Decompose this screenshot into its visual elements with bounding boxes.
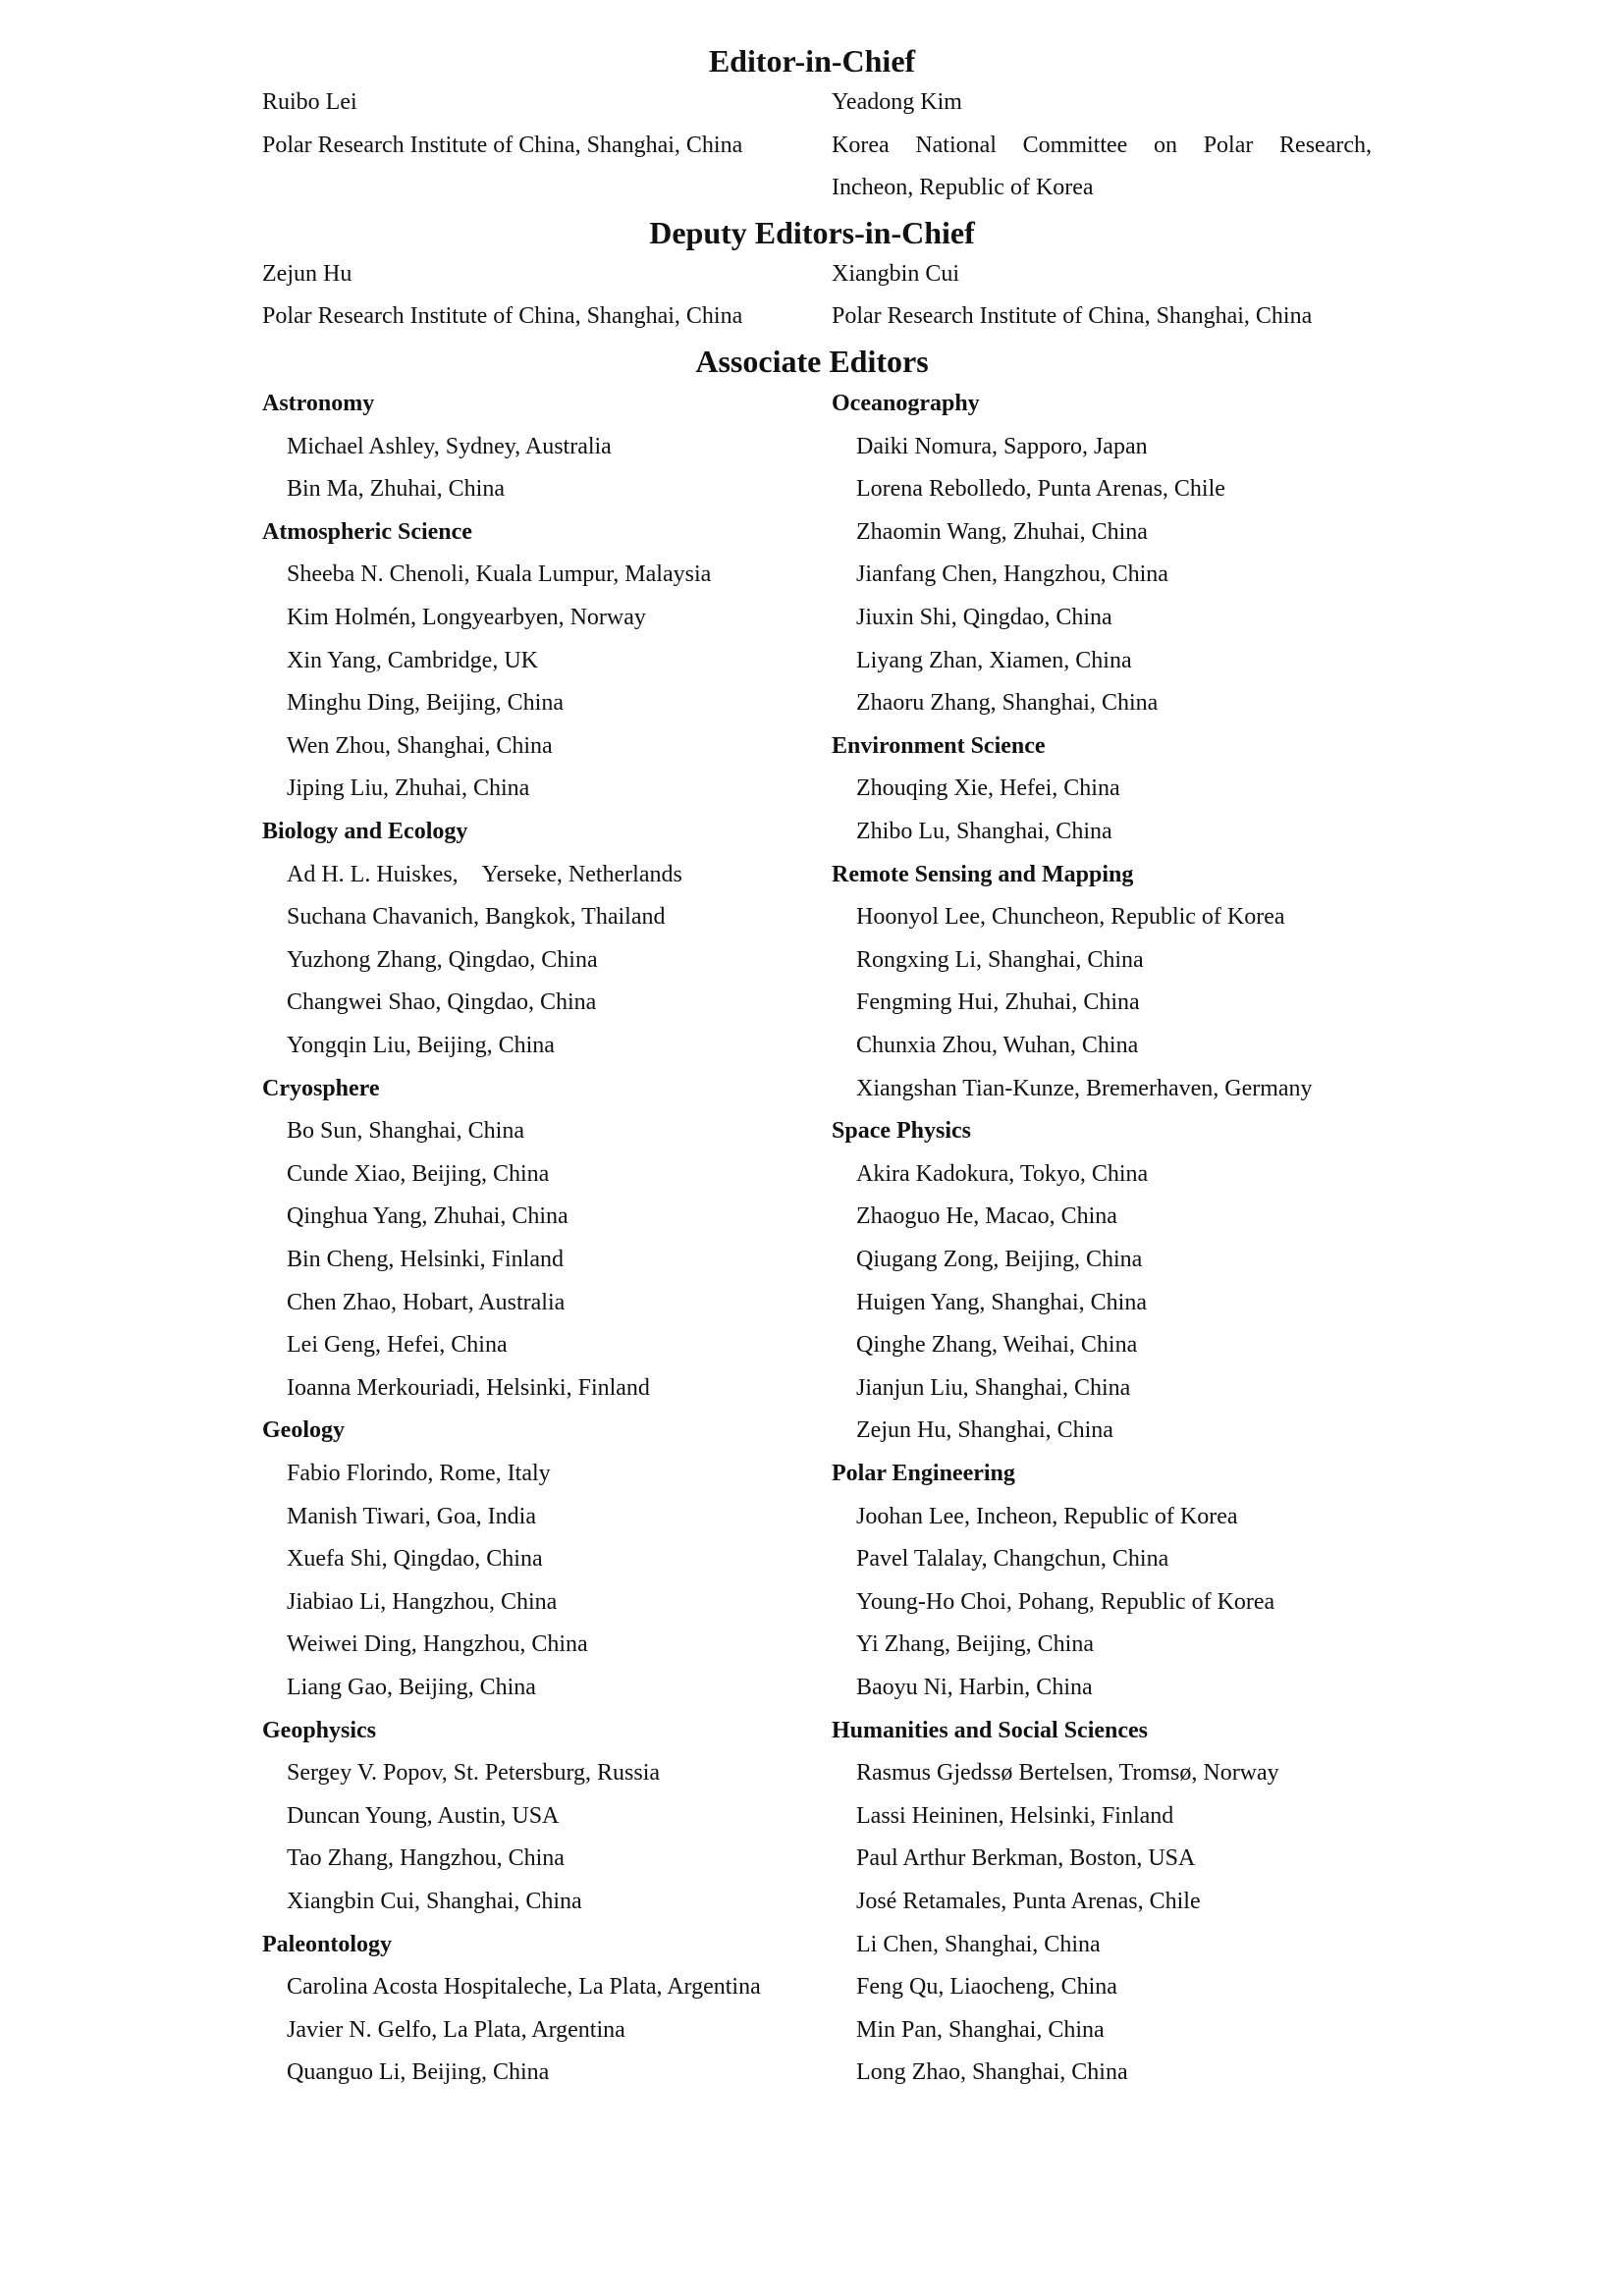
section-heading: Paleontology <box>262 1931 392 1957</box>
editor-entry: Long Zhao, Shanghai, China <box>856 2059 1128 2086</box>
section-heading: Astronomy <box>262 391 375 416</box>
editor-entry: Yi Zhang, Beijing, China <box>856 1631 1094 1658</box>
editor-entry: Ioanna Merkouriadi, Helsinki, Finland <box>287 1374 650 1401</box>
section-heading: Oceanography <box>832 391 980 416</box>
eic-left-affiliation: Polar Research Institute of China, Shanghai, China <box>262 133 743 158</box>
editor-entry: Qinghua Yang, Zhuhai, China <box>287 1203 568 1230</box>
eic-right-affiliation-line2: Incheon, Republic of Korea <box>832 175 1094 200</box>
editor-entry: Qiugang Zong, Beijing, China <box>856 1247 1143 1272</box>
editor-entry: Qinghe Zhang, Weihai, China <box>856 1332 1138 1359</box>
section-heading: Polar Engineering <box>832 1461 1015 1486</box>
editor-entry: Min Pan, Shanghai, China <box>856 2016 1105 2043</box>
editor-entry: Bo Sun, Shanghai, China <box>287 1118 525 1145</box>
editor-entry: Xiangbin Cui, Shanghai, China <box>287 1889 582 1914</box>
editor-entry: Fabio Florindo, Rome, Italy <box>287 1461 551 1486</box>
editor-entry: Yuzhong Zhang, Qingdao, China <box>287 946 598 973</box>
editor-entry: Liang Gao, Beijing, China <box>287 1675 536 1700</box>
editor-entry: Duncan Young, Austin, USA <box>287 1802 560 1829</box>
editor-entry: Hoonyol Lee, Chuncheon, Republic of Korea <box>856 904 1285 931</box>
editor-entry: Kim Holmén, Longyearbyen, Norway <box>287 605 646 630</box>
eic-left-name: Ruibo Lei <box>262 89 357 115</box>
section-heading: Humanities and Social Sciences <box>832 1717 1149 1743</box>
section-heading: Geology <box>262 1417 345 1444</box>
editor-entry: Sergey V. Popov, St. Petersburg, Russia <box>287 1760 661 1787</box>
editor-entry: Jianfang Chen, Hangzhou, China <box>856 561 1168 588</box>
editor-entry: Daiki Nomura, Sapporo, Japan <box>856 433 1148 459</box>
editor-entry: Quanguo Li, Beijing, China <box>287 2059 550 2086</box>
editor-entry: Lei Geng, Hefei, China <box>287 1332 508 1359</box>
editor-entry: Weiwei Ding, Hangzhou, China <box>287 1631 588 1658</box>
editor-entry: Xin Yang, Cambridge, UK <box>287 647 538 673</box>
editor-entry: Jiabiao Li, Hangzhou, China <box>287 1588 558 1615</box>
editor-entry: José Retamales, Punta Arenas, Chile <box>856 1889 1201 1914</box>
editor-entry: Jiping Liu, Zhuhai, China <box>287 775 530 802</box>
editor-entry: Huigen Yang, Shanghai, China <box>856 1289 1147 1315</box>
editor-entry: Zhaoru Zhang, Shanghai, China <box>856 690 1159 717</box>
eic-right-name: Yeadong Kim <box>832 89 962 115</box>
deputy-left-name: Zejun Hu <box>262 261 352 287</box>
section-heading: Space Physics <box>832 1118 972 1145</box>
editor-entry: Zhaomin Wang, Zhuhai, China <box>856 518 1148 545</box>
editor-entry: Minghu Ding, Beijing, China <box>287 690 564 717</box>
editor-entry: Joohan Lee, Incheon, Republic of Korea <box>856 1503 1238 1529</box>
editor-entry: Tao Zhang, Hangzhou, China <box>287 1845 565 1872</box>
editor-entry: Zhaoguo He, Macao, China <box>856 1203 1117 1230</box>
editor-entry: Javier N. Gelfo, La Plata, Argentina <box>287 2016 625 2043</box>
section-heading: Biology and Ecology <box>262 819 468 844</box>
deputy-right-name: Xiangbin Cui <box>832 261 959 287</box>
section-heading: Atmospheric Science <box>262 518 472 545</box>
associate-editors-heading: Associate Editors <box>695 344 929 379</box>
editor-entry: Baoyu Ni, Harbin, China <box>856 1675 1093 1700</box>
deputy-left-affiliation: Polar Research Institute of China, Shanghai, China <box>262 303 743 329</box>
editor-entry: Michael Ashley, Sydney, Australia <box>287 433 612 459</box>
editor-entry: Feng Qu, Liaocheng, China <box>856 1974 1117 2001</box>
editor-entry: Manish Tiwari, Goa, India <box>287 1503 536 1529</box>
editor-entry: Young-Ho Choi, Pohang, Republic of Korea <box>856 1588 1275 1615</box>
section-heading: Remote Sensing and Mapping <box>832 861 1134 887</box>
editor-entry: Paul Arthur Berkman, Boston, USA <box>856 1845 1196 1872</box>
editor-entry: Changwei Shao, Qingdao, China <box>287 989 597 1016</box>
editor-entry: Akira Kadokura, Tokyo, China <box>856 1160 1149 1187</box>
editor-entry: Pavel Talalay, Changchun, China <box>856 1546 1169 1573</box>
editor-entry: Ad H. L. Huiskes, Yerseke, Netherlands <box>287 861 682 887</box>
editor-entry: Chunxia Zhou, Wuhan, China <box>856 1033 1139 1058</box>
editor-entry: Liyang Zhan, Xiamen, China <box>856 647 1132 673</box>
editor-entry: Zhibo Lu, Shanghai, China <box>856 819 1112 844</box>
editor-entry: Zejun Hu, Shanghai, China <box>856 1417 1113 1444</box>
editor-entry: Yongqin Liu, Beijing, China <box>287 1033 555 1058</box>
editor-entry: Bin Cheng, Helsinki, Finland <box>287 1247 564 1272</box>
deputy-right-affiliation: Polar Research Institute of China, Shanghai, China <box>832 303 1313 329</box>
eic-right-affiliation-line1: Korea National Committee on Polar Research, <box>832 133 1372 158</box>
section-heading: Cryosphere <box>262 1075 380 1101</box>
editor-entry: Jiuxin Shi, Qingdao, China <box>856 605 1112 630</box>
editor-entry: Wen Zhou, Shanghai, China <box>287 732 553 759</box>
editor-entry: Suchana Chavanich, Bangkok, Thailand <box>287 904 666 931</box>
section-heading: Geophysics <box>262 1717 377 1743</box>
section-heading: Environment Science <box>832 732 1046 759</box>
editor-entry: Xiangshan Tian-Kunze, Bremerhaven, Germany <box>856 1075 1313 1101</box>
editor-entry: Lassi Heininen, Helsinki, Finland <box>856 1802 1174 1829</box>
editor-entry: Rongxing Li, Shanghai, China <box>856 946 1144 973</box>
editor-entry: Cunde Xiao, Beijing, China <box>287 1160 550 1187</box>
editor-entry: Bin Ma, Zhuhai, China <box>287 476 505 503</box>
deputy-editors-heading: Deputy Editors-in-Chief <box>649 215 975 250</box>
editor-entry: Jianjun Liu, Shanghai, China <box>856 1374 1131 1401</box>
editor-entry: Sheeba N. Chenoli, Kuala Lumpur, Malaysia <box>287 561 712 588</box>
editor-entry: Fengming Hui, Zhuhai, China <box>856 989 1140 1016</box>
editor-entry: Rasmus Gjedssø Bertelsen, Tromsø, Norway <box>856 1760 1279 1787</box>
editor-entry: Zhouqing Xie, Hefei, China <box>856 775 1120 802</box>
editor-entry: Lorena Rebolledo, Punta Arenas, Chile <box>856 476 1225 503</box>
editor-entry: Carolina Acosta Hospitaleche, La Plata, Argentina <box>287 1974 761 2001</box>
editor-entry: Li Chen, Shanghai, China <box>856 1931 1101 1957</box>
editor-entry: Xuefa Shi, Qingdao, China <box>287 1546 543 1573</box>
editor-in-chief-heading: Editor-in-Chief <box>708 43 916 79</box>
editor-entry: Chen Zhao, Hobart, Australia <box>287 1289 566 1315</box>
